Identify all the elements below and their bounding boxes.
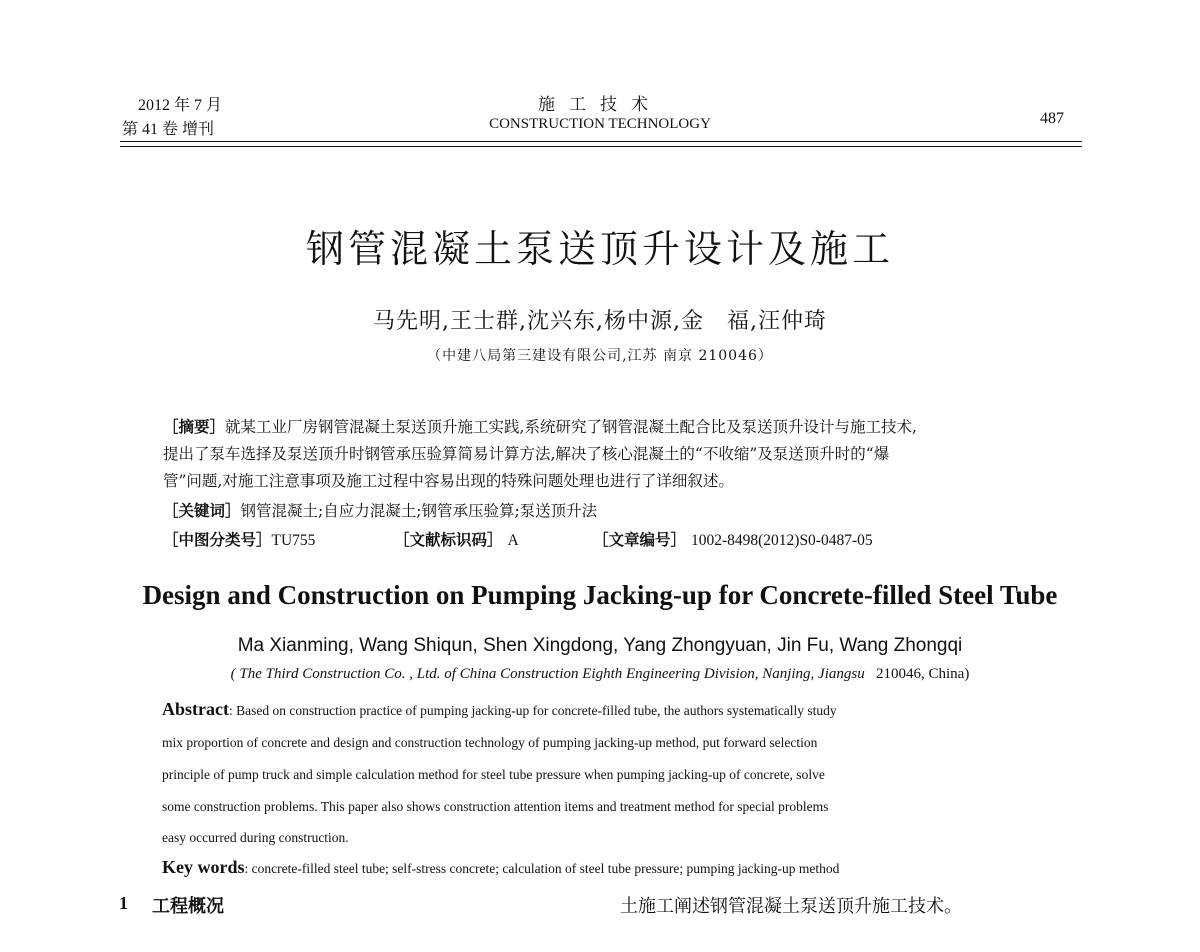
page-number: 487 xyxy=(1040,110,1064,127)
paper-title-en: Design and Construction on Pumping Jacking-up for Concrete-filled Steel Tube xyxy=(142,580,1058,610)
abstract-cn-text-1: 就某工业厂房钢管混凝土泵送顶升施工实践,系统研究了钢管混凝土配合比及泵送顶升设计与施工技术, xyxy=(225,418,917,436)
affiliation-en xyxy=(0,666,1200,683)
authors-cn: 马先明,王士群,沈兴东,杨中源,金 福,汪仲琦 xyxy=(373,309,827,334)
keywords-cn-text: 钢管混凝土;自应力混凝土;钢管承压验算;泵送顶升法 xyxy=(240,502,598,520)
abstract-en-line-3: principle of pump truck and simple calculation method for steel tube pressure when pumping jacking-up of concrete, solve xyxy=(162,767,825,782)
abstract-cn-line-3: 管”问题,对施工注意事项及施工过程中容易出现的特殊问题处理也进行了详细叙述。 xyxy=(163,472,734,490)
paper-title-cn: 钢管混凝土泵送顶升设计及施工 xyxy=(305,227,894,271)
clc-value: TU755 xyxy=(271,532,316,549)
journal-name-en: CONSTRUCTION TECHNOLOGY xyxy=(489,116,711,132)
authors-en: Ma Xianming, Wang Shiqun, Shen Xingdong, Yang Zhongyuan, Jin Fu, Wang Zhongqi xyxy=(237,635,963,656)
abstract-en-line-5: easy occurred during construction. xyxy=(162,830,349,845)
keywords-cn xyxy=(163,499,1043,523)
affiliation-cn: （中建八局第三建设有限公司,江苏 南京 210046） xyxy=(427,348,773,364)
doc-code-value: A xyxy=(507,532,519,549)
section-1-number: 1 xyxy=(119,893,128,913)
keywords-cn-label: ［关键词］ xyxy=(163,502,241,520)
header-date: 2012 年 7 月 xyxy=(138,97,223,114)
affiliation-en-code: 210046, China) xyxy=(875,666,970,682)
doc-code-label: ［文献标识码］ xyxy=(394,531,503,549)
keywords-en xyxy=(162,852,1042,884)
affiliation-en-text: ( The Third Construction Co. , Ltd. of China Construction Eighth Engineering Division, Nanjing, Jiangsu xyxy=(230,666,865,682)
keywords-en-label: Key words xyxy=(162,857,245,877)
doc-code xyxy=(394,528,594,553)
abstract-cn-line-1 xyxy=(163,415,1043,439)
section-1-title: 工程概况 xyxy=(152,896,224,917)
abstract-en-line-4: some construction problems. This paper also shows construction attention items and treatment method for special problems xyxy=(162,799,829,814)
article-number-value: 1002-8498(2012)S0-0487-05 xyxy=(690,532,873,549)
abstract-en-text-1: : Based on construction practice of pumping jacking-up for concrete-filled tube, the authors systematically study xyxy=(228,703,837,718)
abstract-en-label: Abstract xyxy=(162,699,229,719)
journal-name-cn: 施工技术 xyxy=(538,95,662,115)
abstract-en-line-1 xyxy=(162,694,1042,726)
abstract-cn-label: ［摘要］ xyxy=(163,418,226,436)
header-rule-thick xyxy=(120,141,1082,142)
header-rule-thin xyxy=(120,146,1082,147)
clc-label: ［中图分类号］ xyxy=(163,531,272,549)
body-text-right-column: 土施工阐述钢管混凝土泵送顶升施工技术。 xyxy=(620,896,962,917)
header-volume: 第 41 卷 增刊 xyxy=(122,121,215,138)
article-number-label: ［文章编号］ xyxy=(593,531,687,549)
article-number xyxy=(593,528,1013,553)
abstract-cn-line-2: 提出了泵车选择及泵送顶升时钢管承压验算简易计算方法,解决了核心混凝土的“不收缩”及泵送顶升时的“爆 xyxy=(163,445,890,463)
keywords-en-text: : concrete-filled steel tube; self-stress concrete; calculation of steel tube pressure; pumping jacking-up method xyxy=(244,861,840,876)
abstract-en-line-2: mix proportion of concrete and design and construction technology of pumping jacking-up method, put forward selection xyxy=(162,735,818,750)
